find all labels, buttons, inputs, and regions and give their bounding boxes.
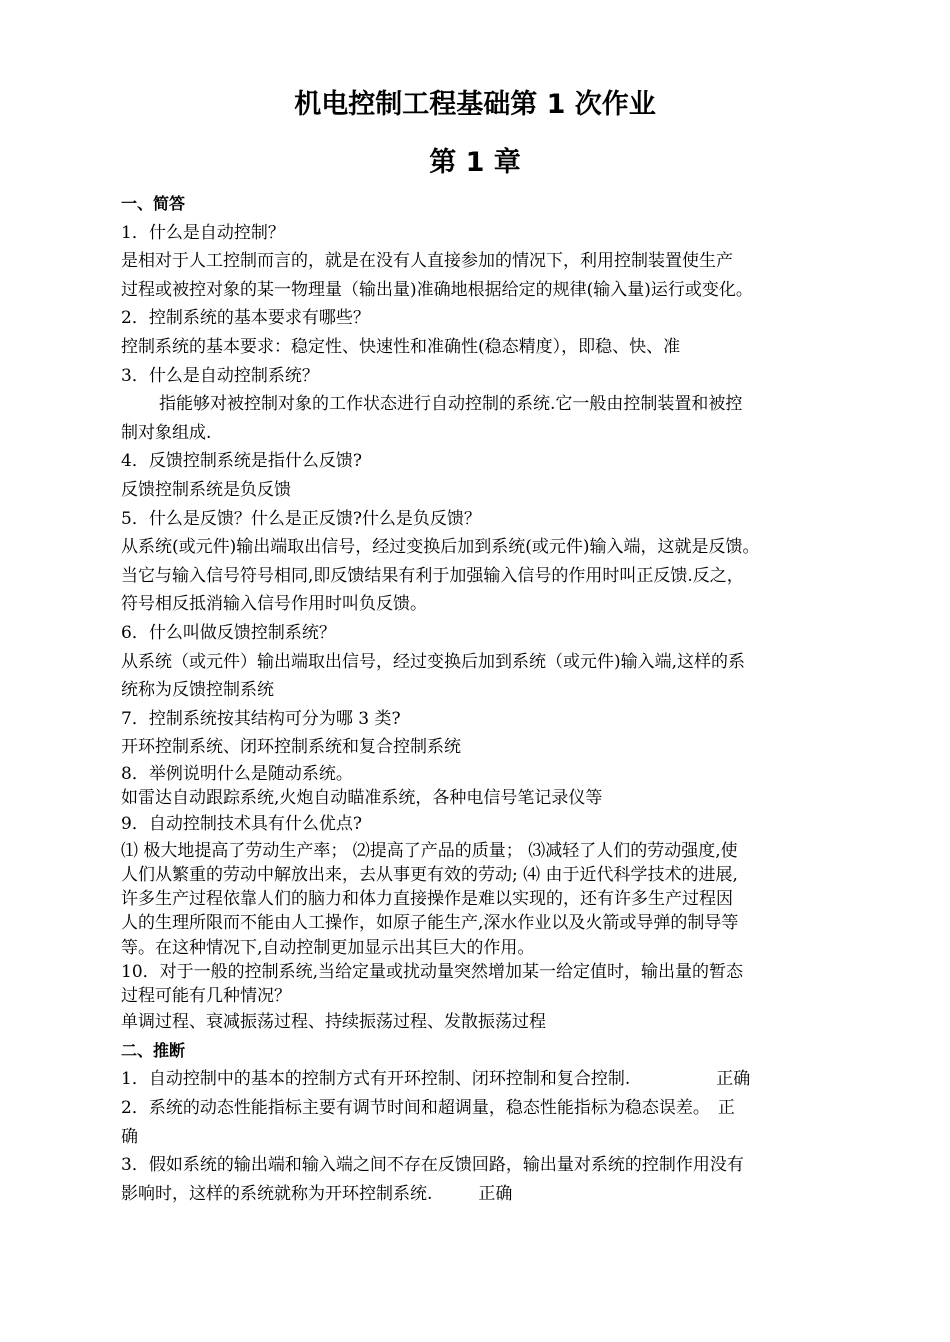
document-body [121,190,833,1208]
question-2: 2．控制系统的基本要求有哪些？ [121,308,370,329]
question-4: 4．反馈控制系统是指什么反馈? [121,451,362,472]
answer-10-line-1: 单调过程、衰减振荡过程、持续振荡过程、发散振荡过程 [121,1012,546,1033]
answer-5-line-1: 从系统(或元件)输出端取出信号，经过变换后加到系统(或元件)输入端，这就是反馈。 [121,537,760,558]
judgement-item-1-answer: 正确 [716,1069,751,1090]
answer-6-line-1: 从系统（或元件）输出端取出信号，经过变换后加到系统（或元件)输入端,这样的系 [121,651,746,672]
answer-1-line-1: 是相对于人工控制而言的，就是在没有人直接参加的情况下，利用控制装置使生产 [121,251,733,272]
judgement-item-3-line-2 [121,1180,833,1209]
question-3: 3．什么是自动控制系统？ [121,365,319,386]
answer-3-line-1: 指能够对被控制对象的工作状态进行自动控制的系统.它一般由控制装置和被控 [159,394,743,415]
answer-5-line-2: 当它与输入信号符号相同,即反馈结果有利于加强输入信号的作用时叫正反馈.反之， [121,565,744,586]
judgement-item-2 [121,1094,833,1123]
answer-8-line-1: 如雷达自动跟踪系统,火炮自动瞄准系统，各种电信号笔记录仪等 [121,788,603,809]
answer-2-line-1: 控制系统的基本要求：稳定性、快速性和准确性(稳态精度），即稳、快、准 [121,336,681,357]
question-7: 7．控制系统按其结构可分为哪 3 类? [121,708,401,729]
answer-9-line-3: 许多生产过程依靠人们的脑力和体力直接操作是难以实现的，还有许多生产过程因 [121,889,733,910]
answer-9-line-5: 等。在这种情况下,自动控制更加显示出其巨大的作用。 [121,937,535,958]
judgement-item-2-text: 2．系统的动态性能指标主要有调节时间和超调量，稳态性能指标为稳态误差。 [121,1098,710,1119]
document-title: 机电控制工程基础第 1 次作业 [294,89,656,120]
judgement-item-1-text: 1．自动控制中的基本的控制方式有开环控制、闭环控制和复合控制. [121,1069,631,1090]
section-heading-judgement: 二、推断 [121,1040,186,1060]
question-10-line-2: 过程可能有几种情况？ [121,986,291,1007]
answer-9-line-1: ⑴ 极大地提高了劳动生产率； ⑵提高了产品的质量； ⑶减轻了人们的劳动强度,使 [121,840,738,861]
answer-9-line-4: 人的生理所限而不能由人工操作，如原子能生产,深水作业以及火箭或导弹的制导等 [121,913,739,934]
question-9: 9．自动控制技术具有什么优点? [121,814,362,835]
answer-7-line-1: 开环控制系统、闭环控制系统和复合控制系统 [121,737,461,758]
judgement-item-2-answer-part-1: 正 [717,1098,735,1119]
answer-4-line-1: 反馈控制系统是负反馈 [121,479,291,500]
answer-6-line-2: 统称为反馈控制系统 [121,680,274,701]
judgement-item-2-answer-part-2: 确 [121,1126,138,1147]
chapter-title: 第 1 章 [429,147,521,178]
question-6: 6．什么叫做反馈控制系统？ [121,622,336,643]
answer-9-line-2: 人们从繁重的劳动中解放出来，去从事更有效的劳动; ⑷ 由于近代科学技术的进展, [121,865,738,886]
question-5: 5．什么是反馈？什么是正反馈?什么是负反馈？ [121,508,481,529]
answer-1-line-2: 过程或被控对象的某一物理量（输出量)准确地根据给定的规律(输入量)运行或变化。 [121,279,753,300]
judgement-item-3-text: 影响时，这样的系统就称为开环控制系统. [121,1183,433,1204]
judgement-item-3-line-1: 3．假如系统的输出端和输入端之间不存在反馈回路，输出量对系统的控制作用没有 [121,1155,744,1176]
answer-5-line-3: 符号相反抵消输入信号作用时叫负反馈。 [121,594,427,615]
question-8: 8．举例说明什么是随动系统。 [121,763,353,784]
answer-3-line-2: 制对象组成. [121,422,212,443]
judgement-item-1 [121,1065,833,1094]
judgement-item-3-answer: 正确 [478,1183,513,1204]
question-10-line-1: 10．对于一般的控制系统,当给定量或扰动量突然增加某一给定值时，输出量的暂态 [121,961,744,982]
section-heading-short-answer: 一、简答 [121,194,186,213]
question-1: 1．什么是自动控制？ [121,222,285,243]
